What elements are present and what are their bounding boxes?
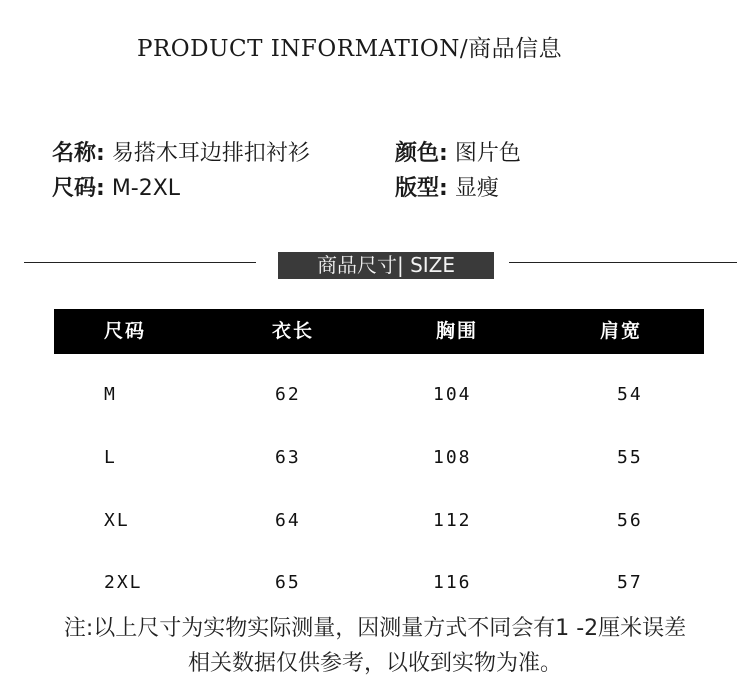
- cell-shoulder: 54: [617, 384, 643, 405]
- cell-size: XL: [104, 510, 130, 531]
- size-label: 尺码:: [52, 176, 105, 201]
- color-value: 图片色: [454, 141, 521, 166]
- cell-chest: 108: [433, 447, 472, 468]
- size-table-header: [54, 309, 704, 354]
- cell-chest: 104: [433, 384, 472, 405]
- divider-right: [509, 262, 737, 263]
- header-size: 尺码: [104, 320, 147, 342]
- info-fit: [395, 171, 499, 202]
- header-length: 衣长: [272, 320, 315, 342]
- name-label: 名称:: [52, 141, 105, 166]
- info-size: [52, 171, 180, 202]
- cell-shoulder: 57: [617, 572, 643, 593]
- header-chest: 胸围: [436, 320, 479, 342]
- cell-size: M: [104, 384, 117, 405]
- size-value: M-2XL: [111, 176, 181, 201]
- divider-left: [24, 262, 256, 263]
- cell-length: 62: [275, 384, 301, 405]
- cell-length: 65: [275, 572, 301, 593]
- cell-shoulder: 55: [617, 447, 643, 468]
- cell-size: L: [104, 447, 117, 468]
- cell-chest: 112: [433, 510, 472, 531]
- cell-chest: 116: [433, 572, 472, 593]
- cell-length: 64: [275, 510, 301, 531]
- info-name: [52, 136, 310, 167]
- fit-label: 版型:: [395, 176, 448, 201]
- info-color: [395, 136, 521, 167]
- size-section-tag: 商品尺寸| SIZE: [278, 252, 494, 279]
- measurement-note-line2: 相关数据仅供参考，以收到实物为准。: [187, 651, 562, 676]
- cell-length: 63: [275, 447, 301, 468]
- fit-value: 显瘦: [454, 176, 499, 201]
- name-value: 易搭木耳边排扣衬衫: [111, 141, 310, 166]
- cell-shoulder: 56: [617, 510, 643, 531]
- measurement-note-line1: 注:以上尺寸为实物实际测量，因测量方式不同会有1 -2厘米误差: [63, 616, 687, 641]
- cell-size: 2XL: [104, 572, 143, 593]
- header-shoulder: 肩宽: [600, 320, 643, 342]
- page-title: PRODUCT INFORMATION/商品信息: [137, 36, 563, 62]
- color-label: 颜色:: [395, 141, 448, 166]
